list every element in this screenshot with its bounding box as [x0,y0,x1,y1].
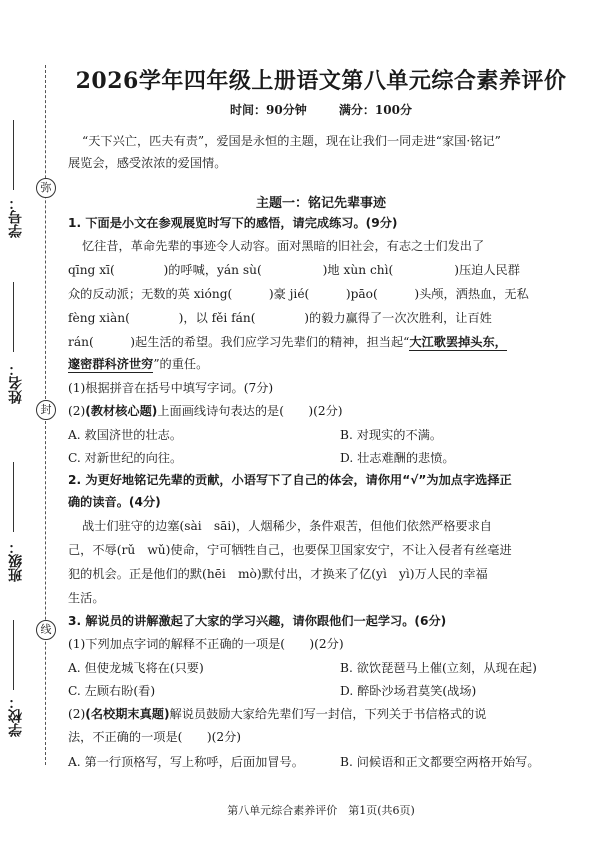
underlined-poem-part-2: 邃密群科济世穷 [68,357,154,371]
q3-sub2-option-a: A. 第一行顶格写，写上称呼，后面加冒号。 [68,755,304,769]
exam-time: 时间：90分钟 [230,103,307,117]
theme-1-title: 主题一：铭记先辈事迹 [255,196,386,211]
q1-passage-line-6 [68,356,573,372]
q1-passage-line-4: fèng xiàn( )，以 fěi fán( )的毅力赢得了一次次胜利，让百姓 [68,311,492,325]
intro-line-2: 展览会，感受浓浓的爱国情。 [68,156,227,170]
seal-mark-mi: 弥 [36,178,56,198]
q2-stem-line-1: 2. 为更好地铭记先辈的贡献，小语写下了自己的体会，请你用“√”为加点字选择正 [68,473,512,487]
core-textbook-badge: (教材核心题) [85,404,158,418]
q3-sub2 [68,706,573,722]
seal-mark-xian: 线 [36,620,56,640]
binding-margin [0,0,60,841]
q1-sub2-text: 上面画线诗句表达的是( )(2分) [157,404,343,418]
q1-option-b: B. 对现实的不满。 [340,428,443,442]
q2-passage-line-2: 己，不辱(rǔ wǔ)使命，宁可牺牲自己，也要保卫国家安宁，不让入侵者有丝毫进 [68,543,512,557]
class-line [13,462,14,532]
q3-option-a: A. 但使龙城飞将在(只要) [68,661,204,675]
name-line [13,282,14,352]
page-footer: 第八单元综合素养评价 第1页(共6页) [227,804,415,817]
underlined-poem-part-1: 大江歌罢掉头东， [409,335,507,349]
q1-option-a: A. 救国济世的壮志。 [68,428,183,442]
q3-sub2-line-2: 法，不正确的一项是( )(2分) [68,730,242,744]
q1-sub1: (1)根据拼音在括号中填写字词。(7分) [68,381,274,395]
q3-sub2-text: 解说员鼓励大家给先辈们写一封信，下列关于书信格式的说 [169,707,487,721]
q1-sub2 [68,403,573,419]
q3-option-c: C. 左顾右盼(看) [68,684,156,698]
q1-option-d: D. 壮志难酬的悲愤。 [340,451,455,465]
q3-sub1: (1)下列加点字词的解释不正确的一项是( )(2分) [68,637,344,651]
school-line [13,620,14,690]
q3-sub2-number: (2) [68,707,86,721]
q1-passage-line-3: 众的反动派；无数的英 xióng( )豪 jié( )pāo( )头颅，洒热血，无私 [68,287,529,301]
q1-passage-line-5 [68,334,573,350]
exam-meta [62,101,580,118]
q1-passage-line-1: 忆往昔，革命先辈的事迹令人动容。面对黑暗的旧社会，有志之士们发出了 [82,239,485,253]
q1-stem: 1. 下面是小文在参观展览时写下的感悟，请完成练习。(9分) [68,216,398,230]
q1-passage-line-6-text: ”的重任。 [153,357,209,371]
q2-passage-line-1: 战士们驻守的边塞(sài sāi)，人烟稀少，条件艰苦，但他们依然严格要求自 [82,519,492,533]
q1-sub2-number: (2) [68,404,86,418]
q2-stem-line-2: 确的读音。(4分) [68,495,161,509]
q1-passage-line-5-text: rán( )起生活的希望。我们应学习先辈们的精神，担当起“ [68,335,410,349]
student-id-line [13,120,14,190]
famous-school-badge: (名校期末真题) [85,707,170,721]
q3-sub2-option-b: B. 问候语和正文都要空两格开始写。 [340,755,540,769]
q1-passage-line-2: qīng xī( )的呼喊，yán sù( )地 xùn chì( )压迫人民群 [68,263,520,277]
q3-option-d: D. 醉卧沙场君莫笑(战场) [340,684,477,698]
name-label: 姓名： [8,362,24,404]
q3-stem: 3. 解说员的讲解激起了大家的学习兴趣，请你跟他们一起学习。(6分) [68,614,447,628]
class-label: 班级： [8,540,24,582]
q1-option-c: C. 对新世纪的向往。 [68,451,183,465]
intro-line-1: “天下兴亡，匹夫有责”，爱国是永恒的主题，现在让我们一同走进“家国·铭记” [82,134,501,148]
q2-passage-line-3: 犯的机会。正是他们的默(hēi mò)默付出，才换来了亿(yì yì)万人民的幸福 [68,567,488,581]
school-label: 学校： [8,695,24,737]
q3-option-b: B. 欲饮琵琶马上催(立刻，从现在起) [340,661,537,675]
q2-passage-line-4: 生活。 [68,591,105,605]
exam-score: 满分：100分 [338,103,412,117]
page-title: 2026学年四年级上册语文第八单元综合素养评价 [75,68,567,94]
seal-mark-feng: 封 [36,400,56,420]
student-id-label: 学号： [8,196,24,238]
